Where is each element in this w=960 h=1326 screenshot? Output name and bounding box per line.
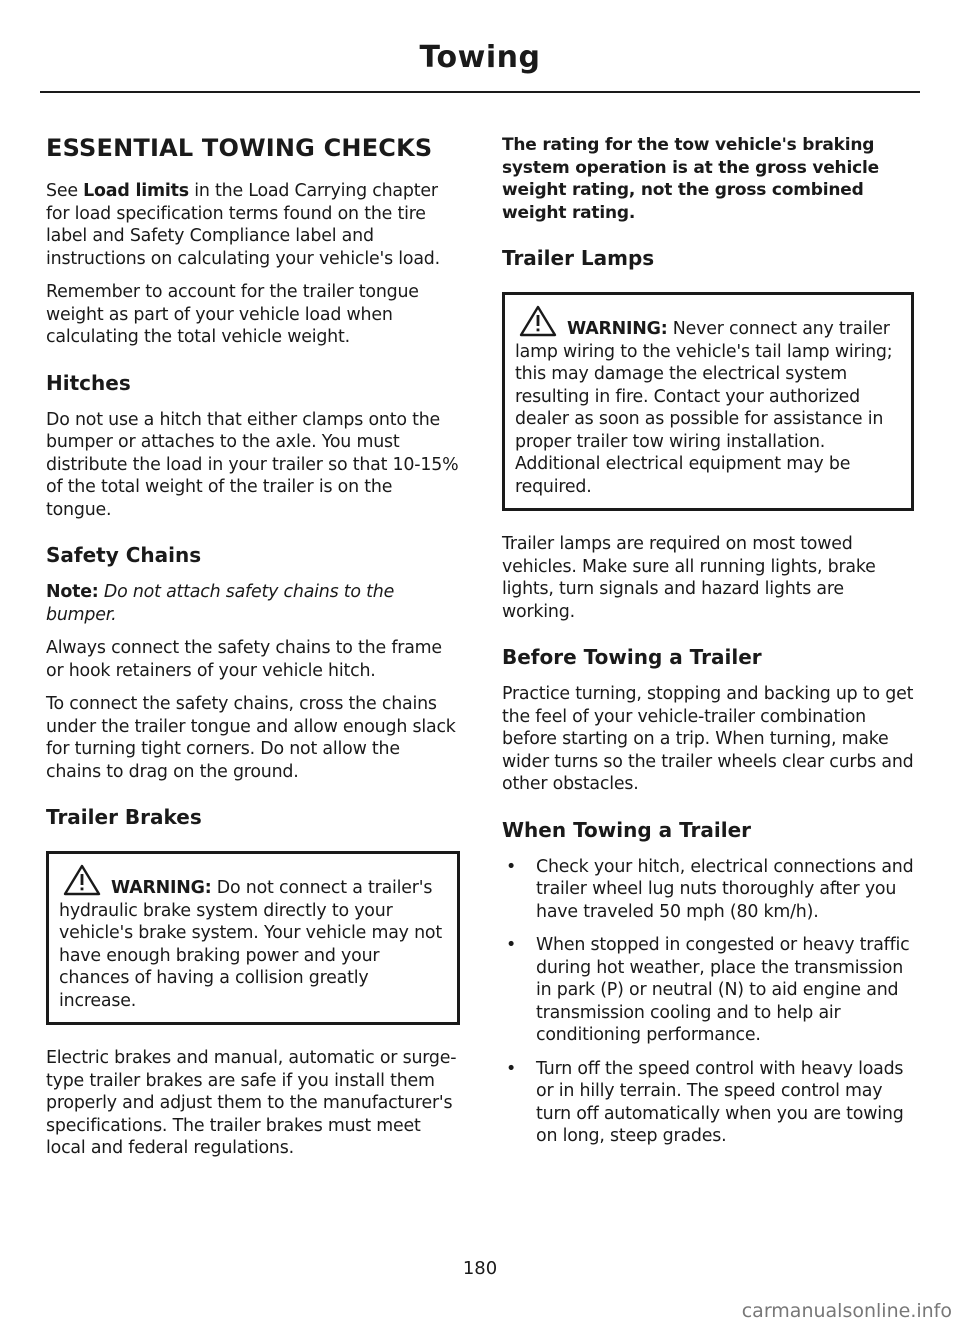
towing-checklist (502, 856, 914, 1148)
list-item (502, 856, 914, 924)
intro-pre: See (46, 181, 84, 201)
note-label: Note: (46, 582, 99, 602)
intro-post: in the Load Carrying chapter for load specification terms found on the tire label and Safety Compliance label and instructions on calculating your vehicle's load. (46, 181, 440, 269)
trailer-brakes-paragraph: Electric brakes and manual, automatic or surge-type trailer brakes are safe if you install them properly and adjust them to the manufacturer's specifications. The trailer brakes must meet local and federal regulations. (46, 1048, 457, 1158)
braking-rating-paragraph: The rating for the tow vehicle's braking system operation is at the gross vehicle weight rating, not the gross combined weight rating. (502, 135, 879, 223)
lamps-warning-paragraph (515, 305, 903, 498)
list-item (502, 1058, 914, 1148)
intro-paragraph (46, 180, 460, 270)
note-text: Do not attach safety chains to the bumper. (46, 582, 395, 625)
lamps-warning-label: WARNING: (567, 319, 668, 339)
when-towing-heading: When Towing a Trailer (502, 817, 752, 842)
brakes-warning-paragraph (59, 864, 449, 1012)
list-item-text: When stopped in congested or heavy traffic during hot weather, place the transmission in park (P) or neutral (N) to aid engine and transmission cooling and to help air conditioning performance. (536, 935, 910, 1045)
page-number: 180 (462, 1258, 498, 1279)
brakes-warning-label: WARNING: (111, 878, 212, 898)
hitches-heading: Hitches (46, 370, 131, 395)
safety-chains-note (46, 581, 460, 626)
header-divider (40, 91, 920, 93)
lamps-warning-box (502, 292, 914, 511)
bullet-glyph: • (506, 1058, 517, 1079)
list-item-text: Check your hitch, electrical connections and trailer wheel lug nuts thoroughly after you have traveled 50 mph (80 km/h). (536, 856, 914, 922)
right-column (502, 134, 914, 1159)
trailer-lamps-paragraph: Trailer lamps are required on most towed vehicles. Make sure all running lights, brake lights, turn signals and hazard lights are working. (502, 534, 876, 622)
page-title: Towing (419, 40, 541, 75)
section-title: ESSENTIAL TOWING CHECKS (46, 134, 433, 162)
bullet-glyph: • (506, 856, 517, 877)
safety-chains-paragraph-1: Always connect the safety chains to the frame or hook retainers of your vehicle hitch. (46, 638, 442, 681)
trailer-brakes-heading: Trailer Brakes (46, 805, 202, 829)
safety-chains-paragraph-2: To connect the safety chains, cross the chains under the trailer tongue and allow enough slack for turning tight corners. Do not allow the chains to drag on the ground. (46, 694, 456, 782)
trailer-lamps-heading: Trailer Lamps (502, 246, 655, 270)
before-towing-heading: Before Towing a Trailer (502, 645, 762, 669)
bullet-glyph: • (506, 935, 517, 955)
warning-triangle-icon (519, 305, 557, 337)
watermark: carmanualsonline.info (741, 1300, 952, 1322)
load-limits-reference: Load limits (83, 181, 189, 201)
list-item (502, 934, 914, 1047)
brakes-warning-text: Do not connect a trailer's hydraulic brake system directly to your vehicle's brake system. Your vehicle may not have enough braking power and your chances of having a collision greatly increase. (59, 878, 442, 1011)
hitches-paragraph: Do not use a hitch that either clamps onto the bumper or attaches to the axle. You must distribute the load in your trailer so that 10-15% of the total weight of the trailer is on the tongue. (46, 409, 459, 520)
warning-triangle-icon (63, 864, 101, 896)
left-column (46, 134, 460, 1171)
list-item-text: Turn off the speed control with heavy loads or in hilly terrain. The speed control may turn off automatically when you are towing on long, steep grades. (536, 1058, 904, 1146)
lamps-warning-text: Never connect any trailer lamp wiring to the vehicle's tail lamp wiring; this may damage the electrical system resulting in fire. Contact your authorized dealer as soon as possible for assistance in proper trailer tow wiring installation. Additional electrical equipment may be required. (515, 319, 893, 497)
tongue-weight-paragraph: Remember to account for the trailer tongue weight as part of your vehicle load when calculating the total vehicle weight. (46, 282, 419, 347)
brakes-warning-box (46, 851, 460, 1025)
before-towing-paragraph: Practice turning, stopping and backing up to get the feel of your vehicle-trailer combination before starting on a trip. When turning, make wider turns so the trailer wheels clear curbs and other obstacles. (502, 684, 914, 794)
safety-chains-heading: Safety Chains (46, 543, 202, 567)
